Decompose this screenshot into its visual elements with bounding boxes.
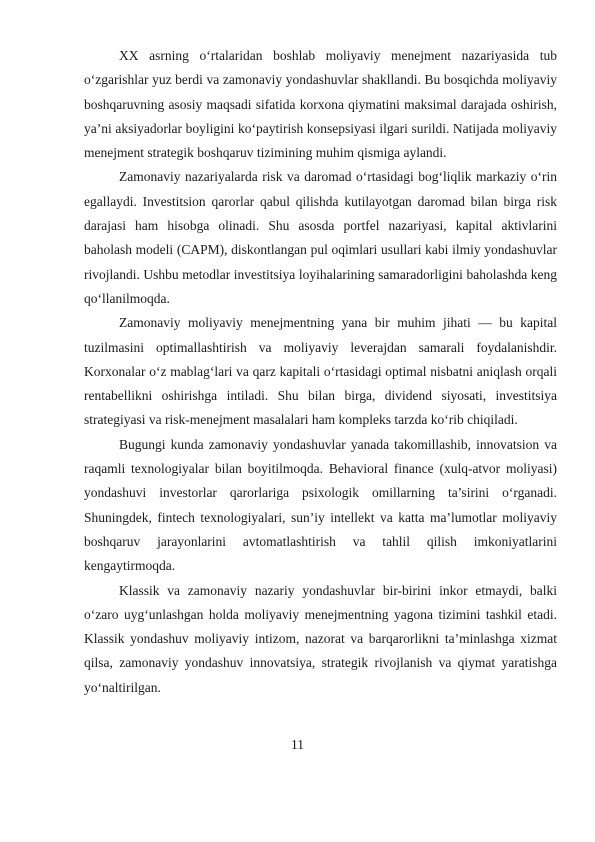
- paragraph-5: Klassik va zamonaviy nazariy yondashuvlar bir-birini inkor etmaydi, balki o‘zaro uyg‘unlashgan holda moliyaviy menejmentning yagona tizimini tashkil etadi. Klassik yondashuv moliyaviy intizom, nazorat va barqarorlikni ta’minlashga xizmat qilsa, zamonaviy yondashuv innovatsiya, strategik rivojlanish va qiymat yaratishga yo‘naltirilgan.: [84, 582, 557, 695]
- paragraph-3: Zamonaviy moliyaviy menejmentning yana bir muhim jihati — bu kapital tuzilmasini optimallashtirish va moliyaviy leverajdan samarali foydalanishdir. Korxonalar o‘z mablag‘lari va qarz kapitali o‘rtasidagi optimal nisbatni aniqlash orqali rentabellikni oshirishga intiladi. Shu bilan birga, dividend siyosati, investitsiya strategiyasi va risk-menejment masalalari ham kompleks tarzda ko‘rib chiqiladi.: [84, 315, 557, 428]
- paragraph-1: XX asrning o‘rtalaridan boshlab moliyaviy menejment nazariyasida tub o‘zgarishlar yuz berdi va zamonaviy yondashuvlar shakllandi. Bu bosqichda moliyaviy boshqaruvning asosiy maqsadi sifatida korxona qiymatini maksimal darajada oshirish, ya’ni aksiyadorlar boyligini ko‘paytirish konsepsiyasi ilgari surildi. Natijada moliyaviy menejment strategik boshqaruv tizimining muhim qismiga aylandi.: [84, 48, 557, 161]
- paragraph-4: Bugungi kunda zamonaviy yondashuvlar yanada takomillashib, innovatsion va raqamli texnologiyalar bilan boyitilmoqda. Behavioral finance (xulq-atvor moliyasi) yondashuvi investorlar qarorlariga psixologik omillarning ta’sirini o‘rganadi. Shuningdek, fintech texnologiyalari, sun’iy intellekt va katta ma’lumotlar moliyaviy boshqaruv jarayonlarini avtomatlashtirish va tahlil qilish imkoniyatlarini kengaytirmoqda.: [84, 436, 557, 574]
- paragraph-2: Zamonaviy nazariyalarda risk va daromad o‘rtasidagi bog‘liqlik markaziy o‘rin egallaydi. Investitsion qarorlar qabul qilishda kutilayotgan daromad bilan birga risk darajasi ham hisobga olinadi. Shu asosda portfel nazariyasi, kapital aktivlarini baholash modeli (CAPM), diskontlangan pul oqimlari usullari kabi ilmiy yondashuvlar rivojlandi. Ushbu metodlar investitsiya loyihalarining samaradorligini baholashda keng qo‘llanilmoqda.: [84, 169, 557, 306]
- page-body: [84, 44, 557, 700]
- page-number: 11: [291, 737, 304, 752]
